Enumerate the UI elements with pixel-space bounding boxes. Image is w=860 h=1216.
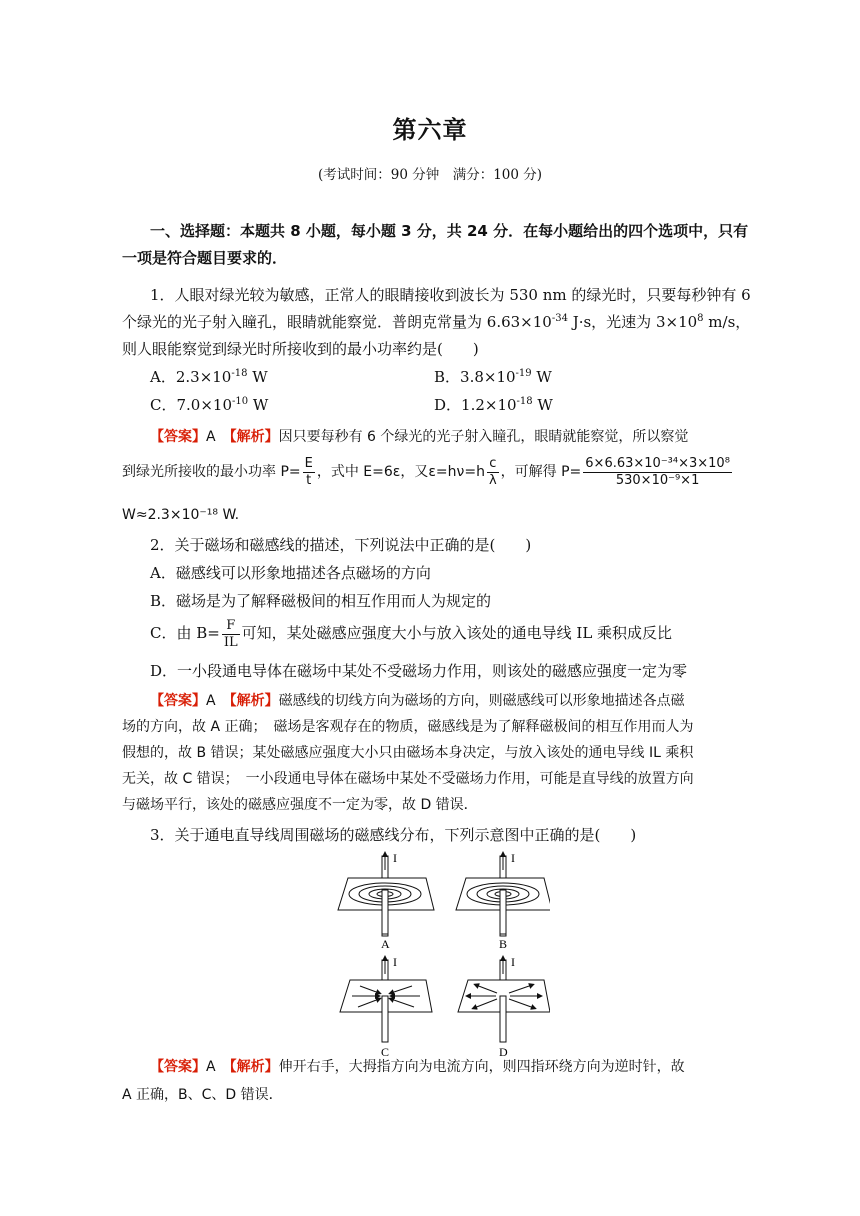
fraction-power-calc: $\frac{\text{6×6.63×10⁻³⁴×3×10⁸}}{\text{530×10⁻⁹×1}}$: [585, 455, 730, 488]
fraction-e-over-t: $\frac{E}{t}$: [304, 455, 313, 488]
q1-answer-line2: 到绿光所接收的最小功率 P= $\frac{E}{t}$ ，式中 E=6ε，又ε=hν=h $\frac{c}{\lambda}$ ，可解得 P= $\frac{\text{6×6.63×10⁻³⁴×3×10⁸}}{\text{530×10⁻⁹×1}}$: [122, 455, 730, 488]
analysis-tag: 【解析】: [229, 429, 279, 445]
q2-option-d: D．一小段通电导体在磁场中某处不受磁场力作用，则该处的磁感应强度一定为零: [150, 662, 688, 680]
q1-option-d: D．$1.2\times 10^{-18}$ W: [434, 396, 553, 414]
q2-answer-line5: 与磁场平行，该处的磁感应强度不一定为零，故 D 错误．: [122, 797, 478, 813]
q2-option-c: C．由 B= $\frac{F}{IL}$ 可知，某处磁感应强度大小与放入该处的通电导线 IL 乘积成反比: [150, 617, 673, 650]
q1-answer-line1: 【答案】A 【解析】因只要每秒有 6 个绿光的光子射入瞳孔，眼睛就能察觉，所以察觉: [150, 429, 689, 445]
svg-text:I: I: [393, 955, 397, 969]
svg-text:I: I: [511, 955, 515, 969]
svg-text:I: I: [511, 851, 515, 865]
label-b: B: [499, 937, 508, 951]
answer-tag: 【答案】: [150, 429, 206, 445]
diagram-a: [338, 851, 434, 951]
q1-answer-line3: W≈2.3×10⁻¹⁸ W.: [122, 507, 240, 523]
label-c: C: [381, 1045, 390, 1058]
diagram-c: [340, 955, 432, 1058]
current-label: I: [393, 851, 397, 865]
section-heading-line1: 一、选择题：本题共 8 小题，每小题 3 分，共 24 分．在每小题给出的四个选项中，只有: [150, 222, 749, 240]
q3-answer-line1: 【答案】A 【解析】伸开右手，大拇指方向为电流方向，则四指环绕方向为逆时针，故: [150, 1059, 685, 1075]
exam-meta: (考试时间：90 分钟 满分：100 分): [317, 167, 543, 183]
diagram-d: [458, 955, 550, 1058]
q3-answer-line2: A 正确，B、C、D 错误．: [122, 1087, 283, 1103]
q1-line1: 1．人眼对绿光较为敏感，正常人的眼睛接收到波长为 530 nm 的绿光时，只要每秒钟有 6: [150, 286, 751, 304]
q1-line2: 个绿光的光子射入瞳孔，眼睛就能察觉．普朗克常量为 $6.63\times 10^{-34}$ J·s，光速为 $3\times 10^8$ m/s，: [122, 313, 751, 331]
fraction-f-over-il: $\frac{F}{IL}$: [223, 617, 238, 650]
q2-answer-line2: 场的方向，故 A 正确； 磁场是客观存在的物质，磁感线是为了解释磁极间的相互作用而人为: [122, 719, 694, 735]
fraction-c-over-lambda: $\frac{c}{\lambda}$: [488, 455, 497, 488]
q2-option-a: A．磁感线可以形象地描述各点磁场的方向: [150, 564, 431, 582]
q1-option-b: B．$3.8\times 10^{-19}$ W: [434, 368, 552, 386]
q2-answer-line3: 假想的，故 B 错误；某处磁感应强度大小只由磁场本身决定，与放入该处的通电导线 IL 乘积: [122, 745, 694, 761]
q1-option-a: A．$2.3\times 10^{-18}$ W: [150, 368, 268, 386]
q2-option-b: B．磁场是为了解释磁极间的相互作用而人为规定的: [150, 592, 492, 610]
q1-option-c: C．$7.0\times 10^{-10}$ W: [150, 396, 269, 414]
q2-answer-line1: 【答案】A 【解析】磁感线的切线方向为磁场的方向，则磁感线可以形象地描述各点磁: [150, 693, 685, 709]
label-a: A: [381, 937, 390, 951]
q2-line1: 2．关于磁场和磁感线的描述，下列说法中正确的是( ): [150, 536, 532, 554]
analysis-tag: 【解析】: [229, 1059, 279, 1075]
chapter-title: 第六章: [392, 116, 468, 144]
answer-tag: 【答案】: [150, 1059, 206, 1075]
magnetic-field-diagrams: [330, 848, 550, 1058]
answer-tag: 【答案】: [150, 693, 206, 709]
section-heading-line2: 一项是符合题目要求的．: [122, 249, 288, 267]
q3-line1: 3．关于通电直导线周围磁场的磁感线分布，下列示意图中正确的是( ): [150, 826, 637, 844]
analysis-tag: 【解析】: [229, 693, 279, 709]
label-d: D: [499, 1045, 508, 1058]
diagram-b: [456, 851, 550, 951]
q2-answer-line4: 无关，故 C 错误； 一小段通电导体在磁场中某处不受磁场力作用，可能是直导线的放置方向: [122, 771, 694, 787]
q1-line3: 则人眼能察觉到绿光时所接收到的最小功率约是( ): [122, 340, 479, 358]
